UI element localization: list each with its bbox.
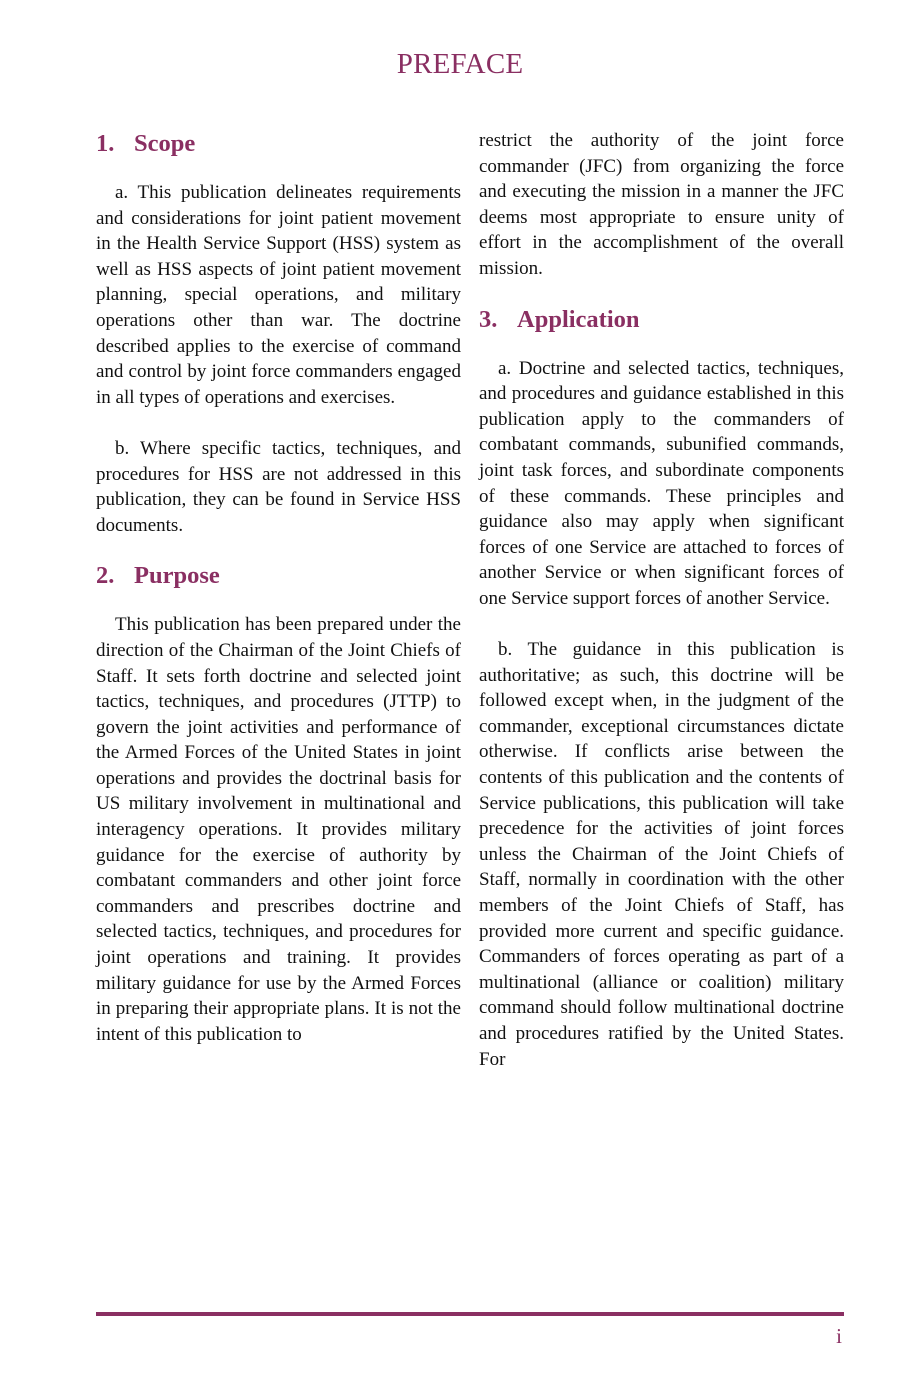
section-title: Purpose <box>134 562 220 590</box>
right-column <box>479 128 844 1072</box>
left-column <box>96 128 461 1047</box>
footer-rule <box>96 1312 844 1316</box>
application-paragraph-b: b. The guidance in this publication is authoritative; as such, this doctrine will be followed except when, in the judgment of the commander, exceptional circumstances dictate otherwise. If conflicts arise between the contents of this publication and the contents of Service publications, this publication will take precedence for the activities of joint forces unless the Chairman of the Joint Chiefs of Staff, normally in coordination with the other members of the Joint Chiefs of Staff, has provided more current and specific guidance. Commanders of forces operating as part of a multinational (alliance or coalition) military command should follow multinational doctrine and procedures ratified by the United States. For <box>479 639 844 1070</box>
section-title: Application <box>517 305 640 333</box>
scope-paragraph-a: a. This publication delineates requirements and considerations for joint patient movement in the Health Service Support (HSS) system as well as HSS aspects of joint patient movement planning, special operations, and military operations other than war. The doctrine described applies to the exercise of command and control by joint force commanders engaged in all types of operations and exercises. <box>96 182 461 408</box>
section-number: 3. <box>479 305 498 333</box>
page-number: i <box>836 1324 842 1348</box>
section-number: 2. <box>96 562 115 590</box>
purpose-paragraph-continued: restrict the authority of the joint force commander (JFC) from organizing the force and executing the mission in a manner the JFC deems most appropriate to ensure unity of effort in the accomplishment of the overall mission. <box>479 130 844 279</box>
section-title: Scope <box>134 130 196 157</box>
page-title: PREFACE <box>396 48 524 80</box>
scope-paragraph-b: b. Where specific tactics, techniques, and procedures for HSS are not addressed in this publication, they can be found in Service HSS documents. <box>96 437 461 536</box>
section-number: 1. <box>96 130 115 157</box>
purpose-paragraph: This publication has been prepared under the direction of the Chairman of the Joint Chiefs of Staff. It sets forth doctrine and selected joint tactics, techniques, and procedures (JTTP) to govern the joint activities and performance of the Armed Forces of the United States in joint operations and provides the doctrinal basis for US military involvement in multinational and interagency operations. It provides military guidance for the exercise of authority by combatant commanders and other joint force commanders and prescribes doctrine and selected tactics, techniques, and procedures for joint operations and training. It provides military guidance for use by the Armed Forces in preparing their appropriate plans. It is not the intent of this publication to <box>96 614 461 1045</box>
section-heading-purpose <box>96 560 461 592</box>
section-heading-scope <box>96 128 461 160</box>
application-paragraph-a: a. Doctrine and selected tactics, techniques, and procedures and guidance established in this publication apply to the commanders of combatant commands, subunified commands, joint task forces, and subordinate components of these commands. These principles and guidance also may apply when significant forces of one Service are attached to forces of another Service or when significant forces of one Service support forces of another Service. <box>479 357 844 609</box>
section-heading-application <box>479 304 844 336</box>
